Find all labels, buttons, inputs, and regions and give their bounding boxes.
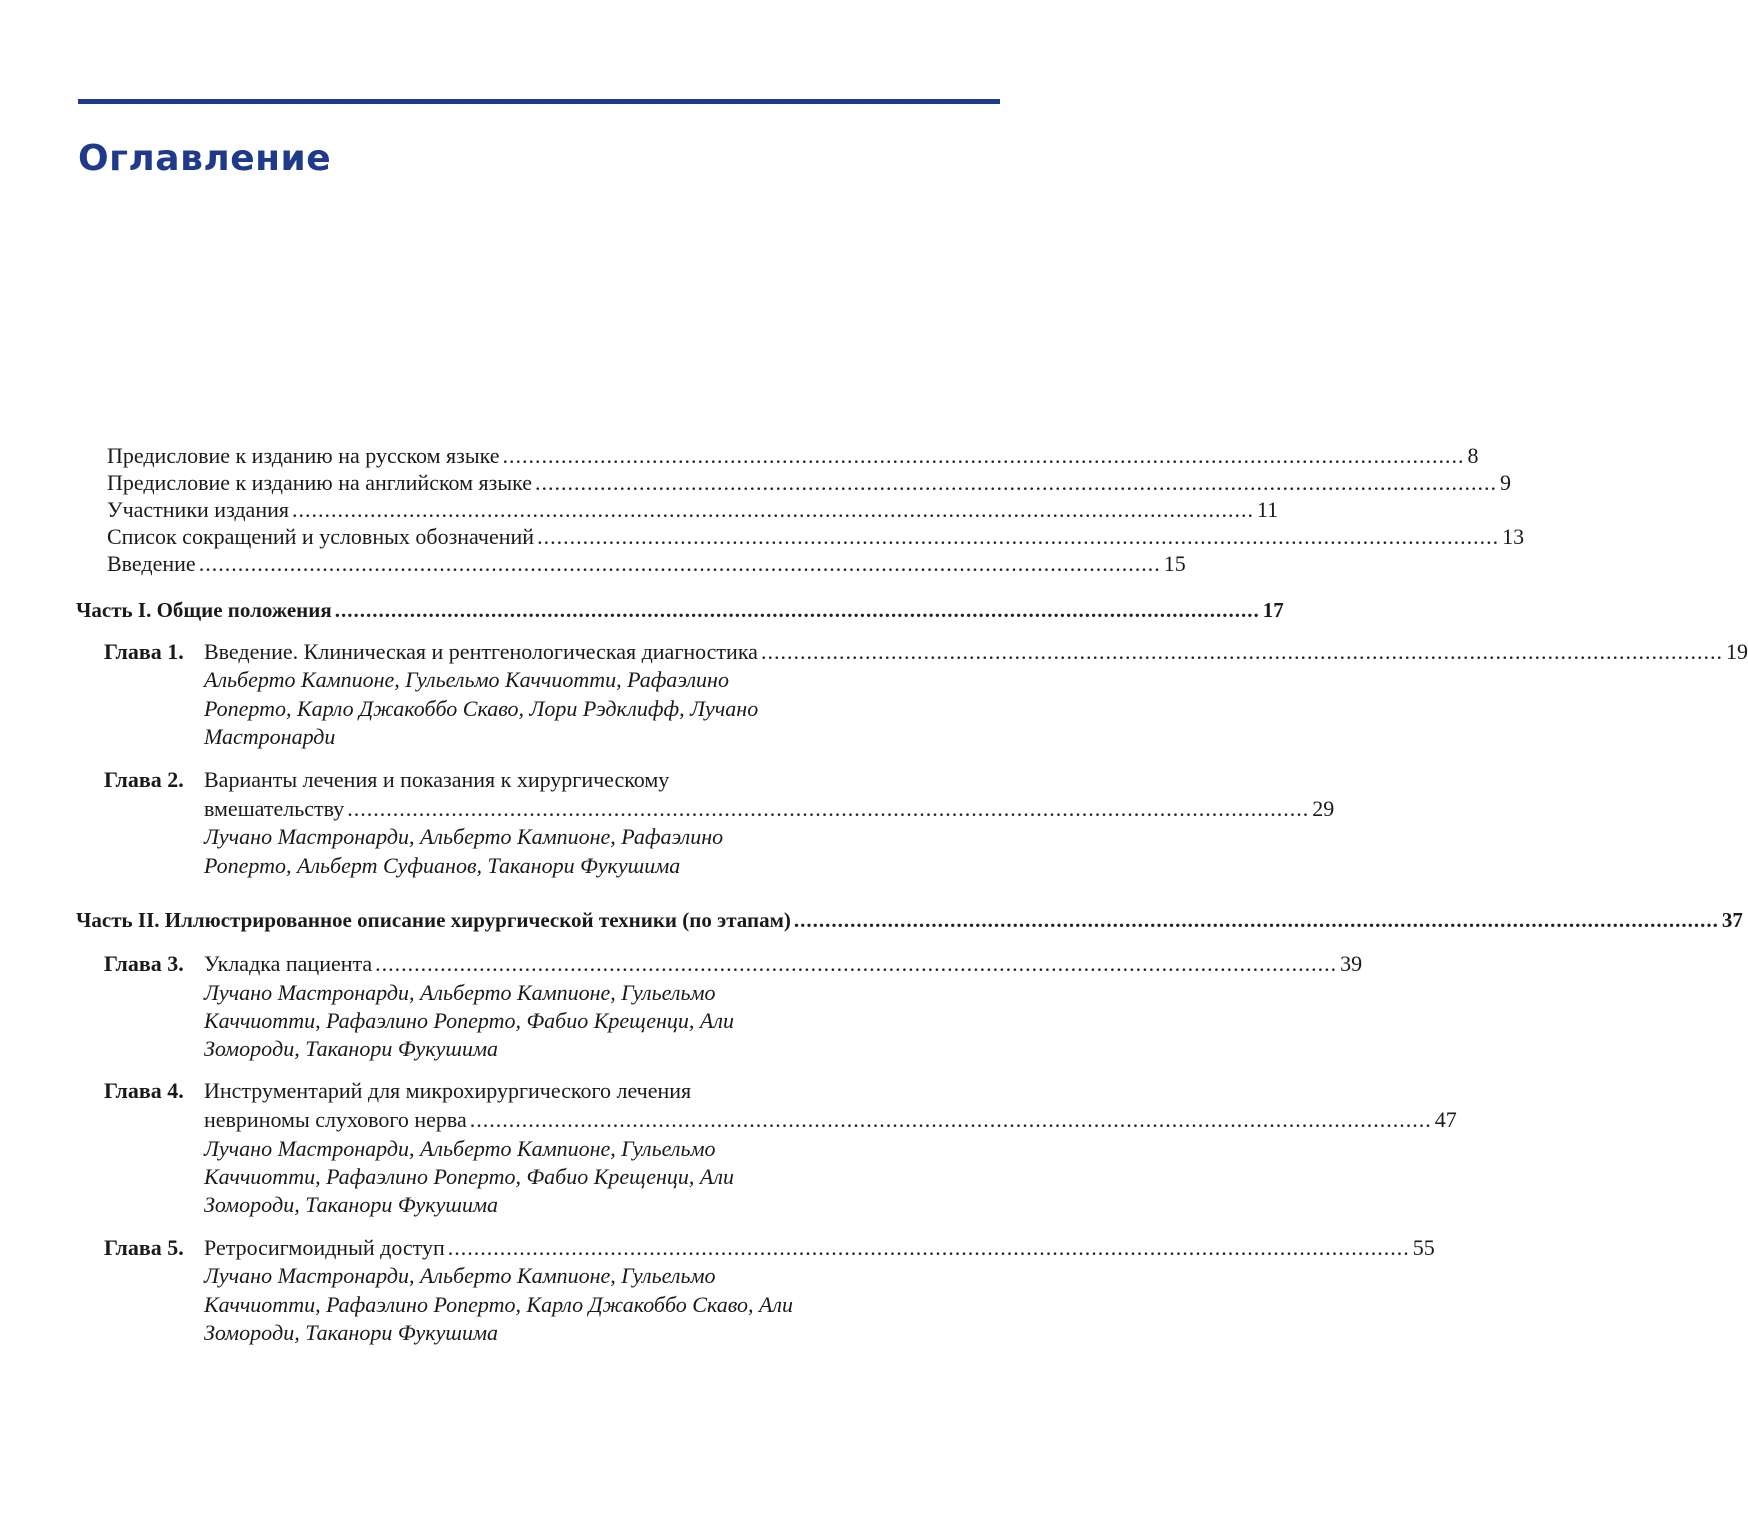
leader-dots: ....................................................................................................................................................	[334, 598, 1260, 622]
toc-entry-page: 13	[1502, 524, 1525, 549]
leader-dots: ....................................................................................................................................................	[793, 908, 1719, 932]
toc-entry[interactable]	[107, 442, 1479, 469]
chapter-entry[interactable]	[204, 950, 1363, 977]
toc-entry[interactable]	[107, 469, 1512, 496]
chapter-authors: Зоморoди, Таканори Фукушима	[204, 1192, 498, 1217]
leader-dots: ....................................................................................................................................................	[760, 639, 1723, 664]
chapter-title: вмешательству	[204, 796, 345, 821]
toc-entry-title: Введение	[107, 551, 196, 576]
part-page: 17	[1262, 598, 1284, 622]
chapter-entry[interactable]	[204, 638, 1748, 665]
chapter-title: Укладка пациента	[204, 951, 373, 976]
chapter-page: 39	[1340, 951, 1363, 976]
leader-dots: ....................................................................................................................................................	[447, 1235, 1410, 1260]
leader-dots: ....................................................................................................................................................	[535, 470, 1498, 495]
part-title: Часть I. Общие положения	[76, 598, 332, 622]
chapter-page: 47	[1434, 1107, 1457, 1132]
toc-entry-title: Участники издания	[107, 497, 289, 522]
leader-dots: ....................................................................................................................................................	[291, 497, 1254, 522]
chapter-authors: Каччиотти, Рафаэлино Роперто, Карло Джакоббо Скаво, Али	[204, 1292, 793, 1317]
chapter-authors: Зоморoди, Таканори Фукушима	[204, 1320, 498, 1345]
chapter-entry[interactable]	[204, 1106, 1457, 1133]
chapter-page: 29	[1312, 796, 1335, 821]
chapter-title[interactable]: Варианты лечения и показания к хирургическому	[204, 767, 670, 792]
toc-entry-page: 9	[1500, 470, 1512, 495]
toc-entry-page: 8	[1467, 443, 1479, 468]
chapter-label: Глава 5.	[104, 1235, 184, 1260]
leader-dots: ....................................................................................................................................................	[375, 951, 1338, 976]
toc-entry[interactable]	[107, 496, 1279, 523]
leader-dots: ....................................................................................................................................................	[198, 551, 1161, 576]
toc-entry[interactable]	[107, 550, 1186, 577]
chapter-title: Введение. Клиническая и рентгенологическая диагностика	[204, 639, 758, 664]
leader-dots: ....................................................................................................................................................	[347, 796, 1310, 821]
chapter-entry[interactable]	[204, 795, 1335, 822]
chapter-authors: Лучано Мастронарди, Альберто Кампионе, Гульельмо	[204, 980, 716, 1005]
chapter-authors: Лучано Мастронарди, Альберто Кампионе, Гульельмо	[204, 1136, 716, 1161]
chapter-entry[interactable]	[204, 1234, 1435, 1261]
toc-entry-page: 11	[1256, 497, 1279, 522]
chapter-authors: Альберто Кампионе, Гульельмо Каччиотти, Рафаэлино	[204, 667, 729, 692]
leader-dots: ....................................................................................................................................................	[469, 1107, 1432, 1132]
toc-entry-title: Предисловие к изданию на английском языке	[107, 470, 533, 495]
header-rule	[78, 99, 1000, 104]
chapter-authors: Лучано Мастронарди, Альберто Кампионе, Рафаэлино	[204, 824, 724, 849]
toc-entry-title: Список сокращений и условных обозначений	[107, 524, 535, 549]
part-title: Часть II. Иллюстрированное описание хирургической техники (по этапам)	[76, 908, 791, 932]
chapter-title[interactable]: Инструментарий для микрохирургического лечения	[204, 1078, 692, 1103]
leader-dots: ....................................................................................................................................................	[537, 524, 1500, 549]
toc-entry[interactable]	[107, 523, 1525, 550]
part-heading[interactable]	[76, 907, 1743, 934]
toc-entry-title: Предисловие к изданию на русском языке	[107, 443, 500, 468]
leader-dots: ....................................................................................................................................................	[502, 443, 1465, 468]
part-page: 37	[1721, 908, 1743, 932]
chapter-authors: Каччиотти, Рафаэлино Роперто, Фабио Крещенци, Али	[204, 1008, 734, 1033]
chapter-page: 55	[1412, 1235, 1435, 1260]
chapter-authors: Мастронарди	[204, 724, 336, 749]
chapter-authors: Роперто, Альберт Суфианов, Таканори Фукушима	[204, 853, 681, 878]
chapter-authors: Лучано Мастронарди, Альберто Кампионе, Гульельмо	[204, 1263, 716, 1288]
chapter-authors: Роперто, Карло Джакоббо Скаво, Лори Рэдклифф, Лучано	[204, 696, 759, 721]
chapter-authors: Зоморoди, Таканори Фукушима	[204, 1036, 498, 1061]
chapter-title: невриномы слухового нерва	[204, 1107, 467, 1132]
chapter-label: Глава 3.	[104, 951, 184, 976]
chapter-authors: Каччиотти, Рафаэлино Роперто, Фабио Крещенци, Али	[204, 1164, 734, 1189]
toc-entry-page: 15	[1163, 551, 1186, 576]
chapter-title: Ретросигмоидный доступ	[204, 1235, 445, 1260]
page-title: Оглавление	[78, 138, 332, 179]
part-heading[interactable]	[76, 597, 1284, 624]
chapter-label: Глава 2.	[104, 767, 184, 792]
chapter-label: Глава 1.	[104, 639, 184, 664]
chapter-label: Глава 4.	[104, 1078, 184, 1103]
chapter-page: 19	[1725, 639, 1748, 664]
